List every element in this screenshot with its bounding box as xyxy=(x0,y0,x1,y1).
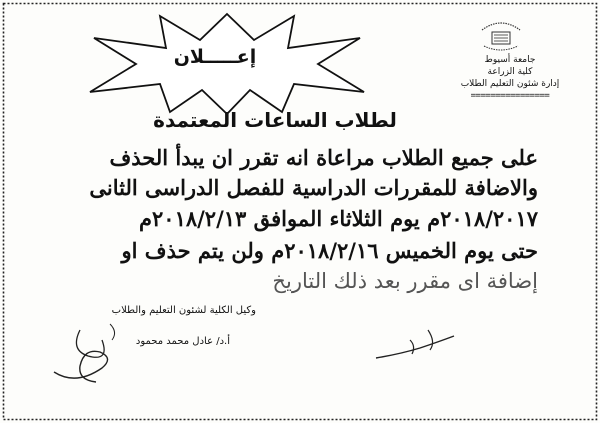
faculty-name: كلية الزراعة xyxy=(487,67,533,77)
signatory-name: أ.د/ عادل محمد محمود xyxy=(135,336,230,347)
body-line-1: على جميع الطلاب مراعاة انه تقرر ان يبدأ الحذف xyxy=(109,145,538,170)
letterhead xyxy=(428,54,592,102)
body-line-4: حتى يوم الخميس ٢٠١٨/٢/١٦م ولن يتم حذف او xyxy=(121,238,538,263)
university-logo-icon xyxy=(478,16,524,54)
announcement-subtitle: لطلاب الساعات المعتمدة xyxy=(153,108,397,132)
body-line-3: ٢٠١٨/٢٠١٧م يوم الثلاثاء الموافق ٢٠١٨/٢/١٣م xyxy=(139,206,538,231)
signatory-title: وكيل الكلية لشئون التعليم والطلاب xyxy=(111,305,256,316)
header-separator: ================ xyxy=(470,91,550,101)
department-name: إدارة شئون التعليم الطلاب xyxy=(460,79,560,89)
announcement-title: إعـــــلان xyxy=(173,46,257,68)
handwritten-signature xyxy=(40,310,150,390)
handwritten-initials xyxy=(370,320,460,370)
university-name: جامعة أسيوط xyxy=(484,55,536,65)
body-line-5: إضافة اى مقرر بعد ذلك التاريخ xyxy=(272,269,538,293)
body-line-2: والاضافة للمقررات الدراسية للفصل الدراسى الثانى xyxy=(89,175,538,200)
